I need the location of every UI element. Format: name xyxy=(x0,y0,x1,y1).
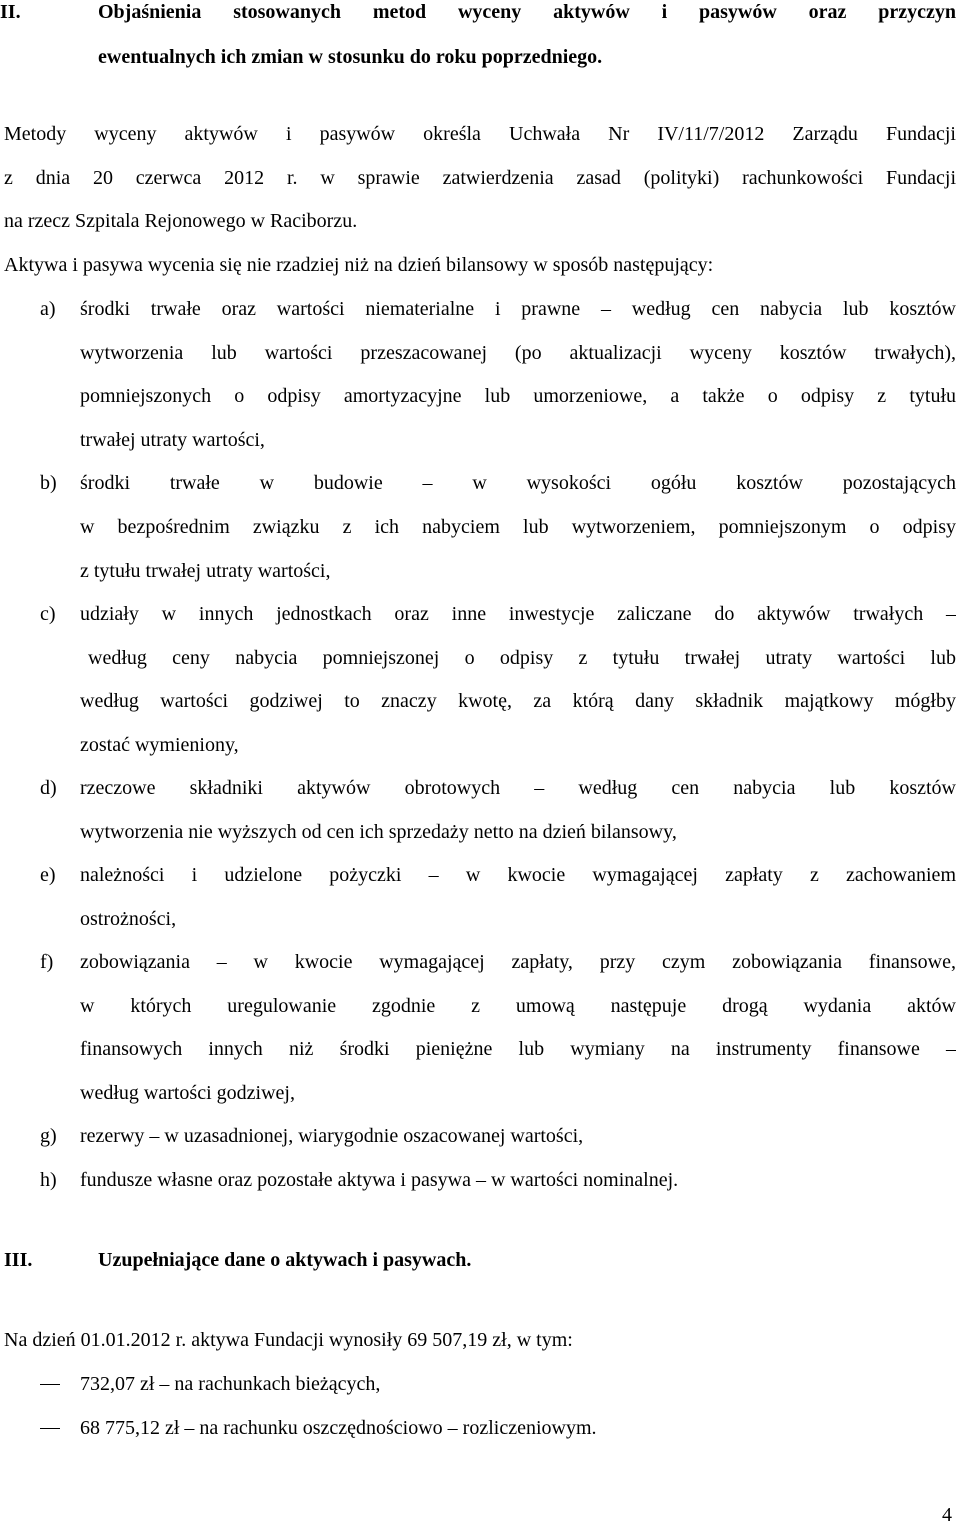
list-marker: e) xyxy=(40,864,56,886)
paragraph-line: na rzecz Szpitala Rejonowego w Raciborzu. xyxy=(4,210,358,232)
list-item-line: fundusze własne oraz pozostałe aktywa i pasywa – w wartości nominalnej. xyxy=(80,1169,679,1191)
section-number: II. xyxy=(0,1,21,23)
list-marker: c) xyxy=(40,603,56,625)
list-marker: b) xyxy=(40,472,57,494)
list-item-line: rzeczowe składniki aktywów obrotowych – według cen nabycia lub kosztów xyxy=(80,777,956,799)
page-number: 4 xyxy=(942,1504,952,1526)
list-item: 732,07 zł – na rachunkach bieżących, xyxy=(80,1373,381,1395)
list-marker: f) xyxy=(40,951,54,973)
section-number: III. xyxy=(4,1249,33,1271)
paragraph-line: Aktywa i pasywa wycenia się nie rzadziej niż na dzień bilansowy w sposób następujący: xyxy=(4,254,714,276)
dash-bullet-icon xyxy=(40,1384,60,1385)
paragraph-line: Na dzień 01.01.2012 r. aktywa Fundacji wynosiły 69 507,19 zł, w tym: xyxy=(4,1329,573,1351)
list-item-line: pomniejszonych o odpisy amortyzacyjne lub umorzeniowe, a także o odpisy z tytułu xyxy=(80,385,956,407)
dash-bullet-icon xyxy=(40,1428,60,1429)
list-item: 68 775,12 zł – na rachunku oszczędnościowo – rozliczeniowym. xyxy=(80,1417,597,1439)
list-marker: h) xyxy=(40,1169,57,1191)
list-item-line: z tytułu trwałej utraty wartości, xyxy=(80,560,331,582)
list-item-line: należności i udzielone pożyczki – w kwocie wymagającej zapłaty z zachowaniem xyxy=(80,864,956,886)
list-marker: d) xyxy=(40,777,57,799)
list-item-line: ostrożności, xyxy=(80,908,177,930)
list-marker: a) xyxy=(40,298,56,320)
section-title-line: Objaśnienia stosowanych metod wyceny aktywów i pasywów oraz przyczyn xyxy=(98,1,956,23)
list-item-line: według wartości godziwej to znaczy kwotę, za którą dany składnik majątkowy mógłby xyxy=(80,690,956,712)
section-title-line: ewentualnych ich zmian w stosunku do roku poprzedniego. xyxy=(98,46,603,68)
list-item-line: środki trwałe oraz wartości niematerialne i prawne – według cen nabycia lub kosztów xyxy=(80,298,956,320)
list-item-line: rezerwy – w uzasadnionej, wiarygodnie oszacowanej wartości, xyxy=(80,1125,584,1147)
list-item-line: zostać wymieniony, xyxy=(80,734,239,756)
list-item-line: według wartości godziwej, xyxy=(80,1082,295,1104)
list-marker: g) xyxy=(40,1125,57,1147)
list-item-line: zobowiązania – w kwocie wymagającej zapłaty, przy czym zobowiązania finansowe, xyxy=(80,951,956,973)
list-item-line: trwałej utraty wartości, xyxy=(80,429,265,451)
list-item-line: wytworzenia nie wyższych od cen ich sprzedaży netto na dzień bilansowy, xyxy=(80,821,677,843)
list-item-line: w bezpośrednim związku z ich nabyciem lub wytworzeniem, pomniejszonym o odpisy xyxy=(80,516,956,538)
paragraph-line: z dnia 20 czerwca 2012 r. w sprawie zatwierdzenia zasad (polityki) rachunkowości Fundacji xyxy=(4,167,956,189)
list-item-line: w których uregulowanie zgodnie z umową następuje drogą wydania aktów xyxy=(80,995,956,1017)
section-title: Uzupełniające dane o aktywach i pasywach. xyxy=(98,1249,472,1271)
list-item-line: wytworzenia lub wartości przeszacowanej (po aktualizacji wyceny kosztów trwałych), xyxy=(80,342,956,364)
list-item-line: według ceny nabycia pomniejszonej o odpisy z tytułu trwałej utraty wartości lub xyxy=(88,647,956,669)
list-item-line: udziały w innych jednostkach oraz inne inwestycje zaliczane do aktywów trwałych – xyxy=(80,603,956,625)
list-item-line: finansowych innych niż środki pieniężne lub wymiany na instrumenty finansowe – xyxy=(80,1038,956,1060)
list-item-line: środki trwałe w budowie – w wysokości ogółu kosztów pozostających xyxy=(80,472,956,494)
paragraph-line: Metody wyceny aktywów i pasywów określa Uchwała Nr IV/11/7/2012 Zarządu Fundacji xyxy=(4,123,956,145)
